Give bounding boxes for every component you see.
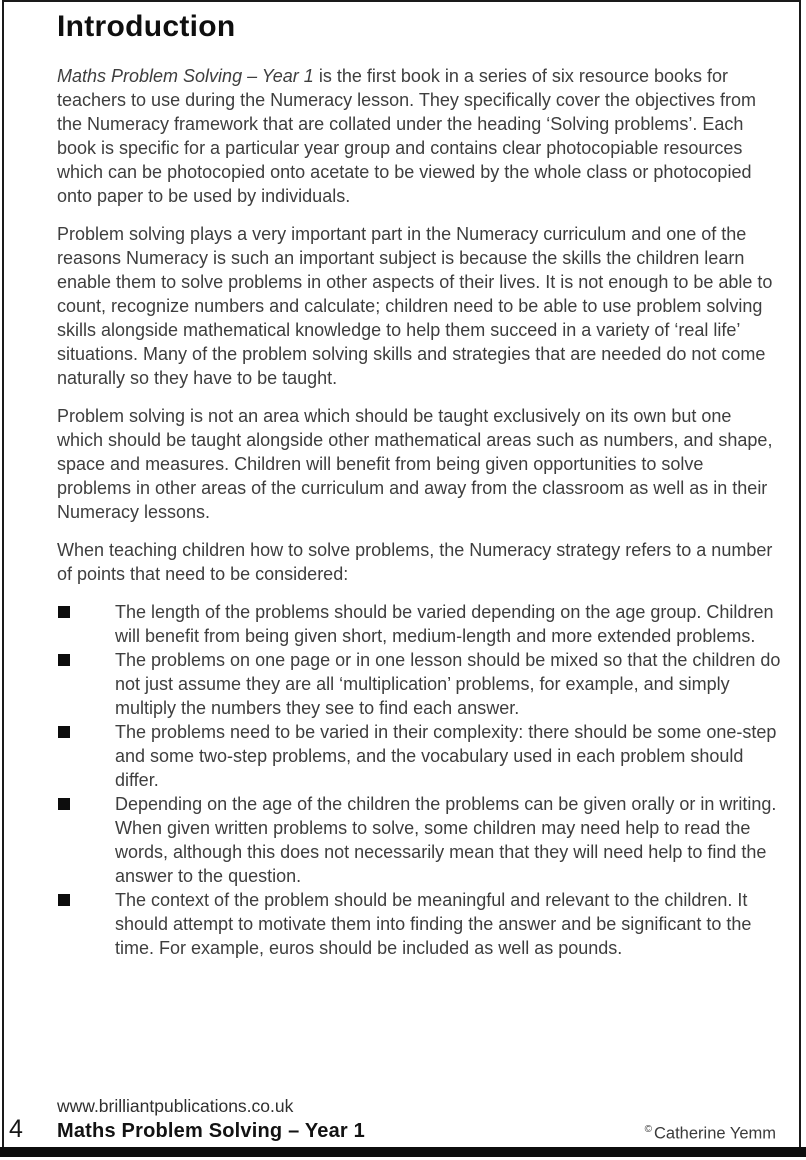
page-number: 4 (9, 1115, 23, 1143)
square-bullet-icon (58, 654, 70, 666)
square-bullet-icon (58, 606, 70, 618)
copyright-author: Catherine Yemm (654, 1124, 776, 1143)
paragraph-4: When teaching children how to solve problems, the Numeracy strategy refers to a number of points that need to be considered: (57, 540, 773, 584)
list-item-text: The problems need to be varied in their complexity: there should be some one-step and some two-step problems, and the vocabulary used in each problem should differ. (115, 722, 777, 790)
list-item-text: Depending on the age of the children the problems can be given orally or in writing. When given written problems to solve, some children may need help to read the words, although this does not necessarily mean that they will need help to find the answer to the question. (115, 794, 777, 886)
square-bullet-icon (58, 894, 70, 906)
list-item-text: The problems on one page or in one lesson should be mixed so that the children do not just assume they are all ‘multiplication’ problems, for example, and simply multiply the numbers they see to find each answer. (115, 650, 781, 718)
paragraph-3: Problem solving is not an area which should be taught exclusively on its own but one which should be taught alongside other mathematical areas such as numbers, and shape, space and measures. Children will benefit from being given opportunities to solve problems in other areas of the curriculum and away from the classroom as well as in their Numeracy lessons. (57, 406, 773, 522)
list-item (57, 648, 781, 720)
list-item (57, 720, 781, 792)
paragraph-1 (57, 64, 781, 208)
page-title: Introduction (57, 10, 236, 43)
list-item (57, 600, 781, 648)
paragraph-2: Problem solving plays a very important part in the Numeracy curriculum and one of the reasons Numeracy is such an important subject is because the skills the children learn enable them to solve problems in other aspects of their lives. It is not enough to be able to count, recognize numbers and calculate; children need to be able to use problem solving skills alongside mathematical knowledge to help them succeed in a variety of ‘real life’ situations. Many of the problem solving skills and strategies that are needed do not come naturally so they have to be taught. (57, 224, 773, 388)
list-item (57, 792, 781, 888)
square-bullet-icon (58, 798, 70, 810)
list-item-text: The length of the problems should be varied depending on the age group. Children will benefit from being given short, medium-length and more extended problems. (115, 602, 774, 646)
square-bullet-icon (58, 726, 70, 738)
list-item-text: The context of the problem should be meaningful and relevant to the children. It should attempt to motivate them into finding the answer and be significant to the time. For example, euros should be included as well as pounds. (115, 890, 752, 958)
publisher-website: www.brilliantpublications.co.uk (57, 1096, 294, 1116)
paragraph-1-text: is the first book in a series of six resource books for teachers to use during the Numeracy lesson. They specifically cover the objectives from the Numeracy framework that are collated under the heading ‘Solving problems’. Each book is specific for a particular year group and contains clear photocopiable resources which can be photocopied onto acetate to be viewed by the whole class or photocopied onto paper to be used by individuals. (57, 66, 756, 206)
page-content (57, 10, 781, 960)
copyright-notice (645, 1124, 776, 1144)
book-title: Maths Problem Solving – Year 1 (57, 1120, 365, 1142)
bullet-list (57, 600, 781, 960)
bottom-bar (0, 1147, 806, 1157)
copyright-symbol: © (644, 1124, 652, 1135)
book-series-title-italic: Maths Problem Solving – Year 1 (57, 66, 314, 86)
list-item (57, 888, 781, 960)
